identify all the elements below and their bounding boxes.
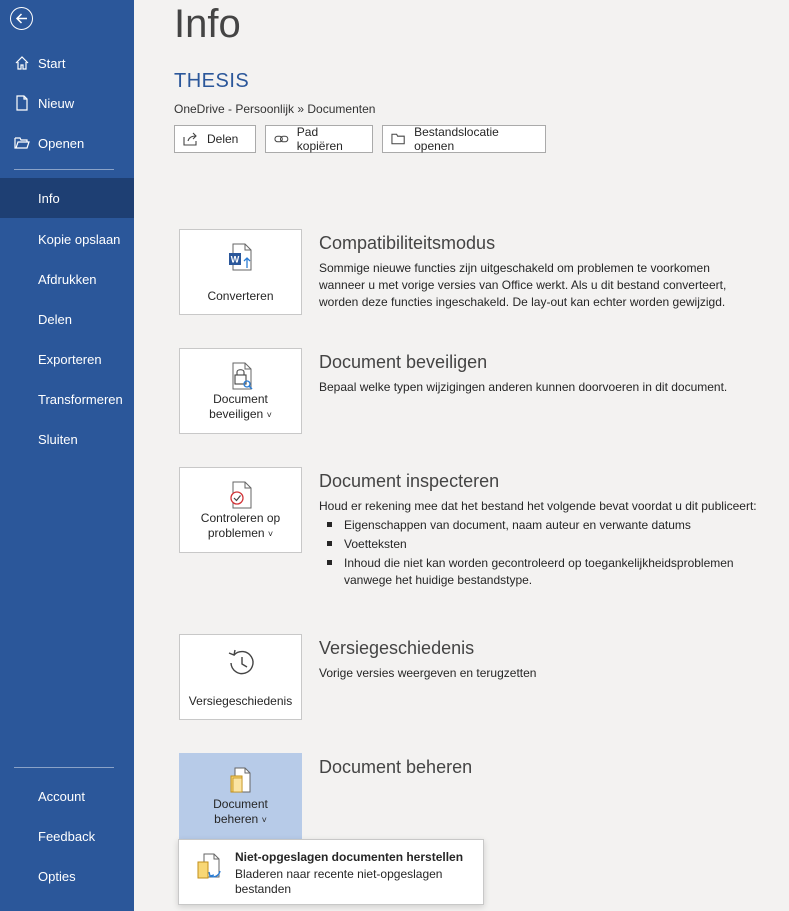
nav-kopie-opslaan[interactable] bbox=[0, 219, 134, 259]
manage-document-menu bbox=[178, 839, 484, 905]
nav-kopie-opslaan-label: Kopie opslaan bbox=[38, 231, 121, 247]
open-file-location-button-label: Bestandslocatie openen bbox=[414, 125, 499, 153]
nav-start-label: Start bbox=[38, 55, 66, 71]
copy-path-button[interactable] bbox=[265, 125, 373, 153]
version-history-description: Vorige versies weergeven en terugzetten bbox=[319, 666, 537, 680]
manage-document-label-line1: Document bbox=[213, 797, 268, 811]
protect-document-label-line1: Document bbox=[213, 392, 268, 406]
inspect-section bbox=[319, 471, 759, 591]
convert-button-label: Converteren bbox=[207, 289, 274, 303]
inspect-document-icon bbox=[225, 480, 257, 516]
page-title: Info bbox=[174, 2, 241, 46]
inspect-bullet-list bbox=[319, 517, 759, 589]
recover-unsaved-description: Bladeren naar recente niet-opgeslagen bestanden bbox=[235, 867, 443, 896]
protect-document-button[interactable] bbox=[179, 348, 302, 434]
manage-document-button[interactable] bbox=[179, 753, 302, 839]
chevron-down-icon: ˅ bbox=[261, 815, 267, 825]
check-for-issues-label-line1: Controleren op bbox=[200, 511, 281, 525]
document-name: THESIS bbox=[174, 70, 250, 92]
recover-unsaved-title: Niet-opgeslagen documenten herstellen bbox=[235, 850, 464, 864]
nav-opties-label: Opties bbox=[38, 868, 76, 884]
nav-delen-label: Delen bbox=[38, 311, 72, 327]
manage-section bbox=[319, 757, 759, 778]
share-button[interactable] bbox=[174, 125, 256, 153]
nav-exporteren[interactable] bbox=[0, 339, 134, 379]
nav-openen[interactable] bbox=[0, 123, 134, 163]
manage-document-label-line2: beheren bbox=[214, 812, 259, 826]
backstage-sidebar bbox=[0, 0, 134, 911]
nav-info[interactable] bbox=[0, 178, 134, 218]
chevron-down-icon: ˅ bbox=[267, 529, 274, 539]
check-for-issues-button[interactable] bbox=[179, 467, 302, 553]
protect-description: Bepaal welke typen wijzigingen anderen kunnen doorvoeren in dit document. bbox=[319, 380, 728, 394]
recover-document-icon bbox=[195, 852, 225, 889]
nav-sluiten[interactable] bbox=[0, 419, 134, 459]
protect-document-label-line2: beveiligen bbox=[209, 407, 264, 421]
nav-divider bbox=[14, 169, 114, 170]
nav-exporteren-label: Exporteren bbox=[38, 351, 102, 367]
chevron-down-icon: ˅ bbox=[266, 410, 272, 420]
protect-section bbox=[319, 352, 759, 396]
share-icon bbox=[183, 132, 199, 146]
inspect-title: Document inspecteren bbox=[319, 471, 500, 491]
svg-text:W: W bbox=[230, 254, 239, 265]
nav-opties[interactable] bbox=[0, 856, 134, 896]
compatibility-description: Sommige nieuwe functies zijn uitgeschakeld om problemen te voorkomen wanneer u met vorige versies van Office werkt. Als u dit bestand converteert, worden deze functies ingeschakeld. De lay-out kan echter worden gewijzigd. bbox=[319, 261, 727, 309]
compatibility-title: Compatibiliteitsmodus bbox=[319, 233, 496, 253]
copy-path-button-label: Pad kopiëren bbox=[296, 125, 343, 153]
nav-feedback[interactable] bbox=[0, 816, 134, 856]
nav-divider-bottom bbox=[14, 767, 114, 768]
nav-sluiten-label: Sluiten bbox=[38, 431, 78, 447]
version-history-button[interactable] bbox=[179, 634, 302, 720]
folder-open-icon bbox=[14, 135, 30, 151]
open-file-location-button[interactable] bbox=[382, 125, 546, 153]
nav-account[interactable] bbox=[0, 776, 134, 816]
share-button-label: Delen bbox=[207, 132, 239, 146]
link-icon bbox=[274, 132, 289, 146]
recover-unsaved-documents-item[interactable] bbox=[179, 840, 483, 904]
convert-button[interactable] bbox=[179, 229, 302, 315]
compatibility-section bbox=[319, 233, 759, 311]
nav-start[interactable] bbox=[0, 43, 134, 83]
check-for-issues-label-line2: problemen bbox=[207, 526, 265, 540]
manage-document-icon bbox=[225, 766, 257, 802]
nav-openen-label: Openen bbox=[38, 135, 85, 151]
home-icon bbox=[14, 55, 30, 71]
nav-afdrukken-label: Afdrukken bbox=[38, 271, 97, 287]
inspect-bullet: Eigenschappen van document, naam auteur en verwante datums bbox=[344, 517, 759, 534]
folder-icon bbox=[391, 132, 406, 146]
nav-account-label: Account bbox=[38, 788, 85, 804]
manage-title: Document beheren bbox=[319, 757, 473, 777]
nav-info-label: Info bbox=[38, 190, 60, 206]
nav-afdrukken[interactable] bbox=[0, 259, 134, 299]
inspect-bullet: Inhoud die niet kan worden gecontroleerd op toegankelijkheidsproblemen vanwege het huidige bestandstype. bbox=[344, 555, 759, 589]
nav-nieuw-label: Nieuw bbox=[38, 95, 75, 111]
inspect-description: Houd er rekening mee dat het bestand het volgende bevat voordat u dit publiceert: bbox=[319, 499, 757, 513]
info-pane bbox=[134, 0, 789, 911]
protect-title: Document beveiligen bbox=[319, 352, 488, 372]
new-document-icon bbox=[14, 95, 30, 111]
nav-nieuw[interactable] bbox=[0, 83, 134, 123]
version-history-section bbox=[319, 638, 759, 682]
inspect-bullet: Voetteksten bbox=[344, 536, 759, 553]
nav-transformeren[interactable] bbox=[0, 379, 134, 419]
nav-transformeren-label: Transformeren bbox=[38, 391, 123, 407]
history-icon bbox=[225, 647, 257, 683]
word-convert-icon bbox=[225, 242, 257, 278]
lock-document-icon bbox=[225, 361, 257, 397]
nav-feedback-label: Feedback bbox=[38, 828, 96, 844]
version-history-title: Versiegeschiedenis bbox=[319, 638, 475, 658]
back-arrow-icon[interactable] bbox=[10, 7, 33, 30]
document-path[interactable]: OneDrive - Persoonlijk » Documenten bbox=[174, 102, 376, 116]
version-history-label: Versiegeschiedenis bbox=[188, 694, 293, 708]
nav-delen[interactable] bbox=[0, 299, 134, 339]
